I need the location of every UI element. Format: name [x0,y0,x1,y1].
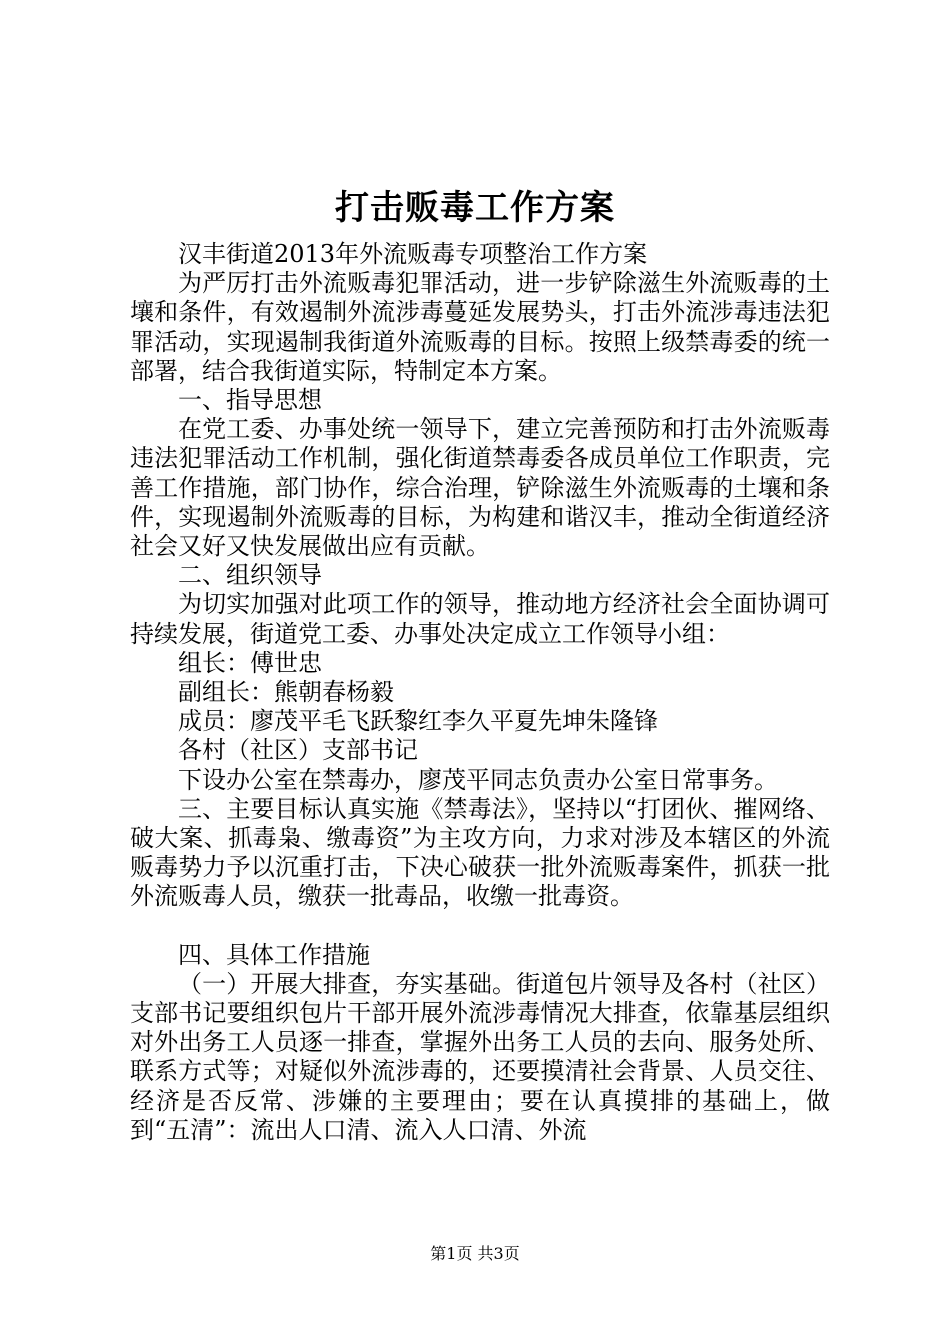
branch-secretaries-line: 各村（社区）支部书记 [178,736,418,765]
group-leader-line: 组长：傅世忠 [178,648,322,677]
office-line: 下设办公室在禁毒办，廖茂平同志负责办公室日常事务。 [178,765,778,794]
guiding-ideology-paragraph: 在党工委、办事处统一领导下，建立完善预防和打击外流贩毒违法犯罪活动工作机制，强化街道禁毒委各成员单位工作职责，完善工作措施，部门协作，综合治理，铲除滋生外流贩毒的土壤和条件，实现遏制外流贩毒的目标，为构建和谐汉丰，推动全街道经济社会又好又快发展做出应有贡献。 [130,415,830,561]
main-goals-paragraph: 三、主要目标认真实施《禁毒法》，坚持以“打团伙、摧网络、破大案、抓毒枭、缴毒资”为主攻方向，力求对涉及本辖区的外流贩毒势力予以沉重打击，下决心破获一批外流贩毒案件，抓获一批外流贩毒人员，缴获一批毒品，收缴一批毒资。 [130,794,830,911]
doc-subtitle: 汉丰街道2013年外流贩毒专项整治工作方案 [178,240,648,268]
section-heading-guiding-ideology: 一、指导思想 [178,386,322,415]
document-body [130,240,830,1145]
paragraph-spacer [130,912,830,941]
organization-paragraph: 为切实加强对此项工作的领导，推动地方经济社会全面协调可持续发展，街道党工委、办事处决定成立工作领导小组： [130,590,830,648]
section-heading-measures: 四、具体工作措施 [178,940,370,969]
deputy-leader-line: 副组长：熊朝春杨毅 [178,678,394,707]
section-heading-organization: 二、组织领导 [178,561,322,590]
measures-paragraph-1: （一）开展大排查，夯实基础。街道包片领导及各村（社区）支部书记要组织包片干部开展外流涉毒情况大排查，依靠基层组织对外出务工人员逐一排查，掌握外出务工人员的去向、服务处所、联系方式等；对疑似外流涉毒的，还要摸清社会背景、人员交往、经济是否反常、涉嫌的主要理由；要在认真摸排的基础上，做到“五清”：流出人口清、流入人口清、外流 [130,969,830,1144]
intro-paragraph: 为严厉打击外流贩毒犯罪活动，进一步铲除滋生外流贩毒的土壤和条件，有效遏制外流涉毒蔓延发展势头，打击外流涉毒违法犯罪活动，实现遏制我街道外流贩毒的目标。按照上级禁毒委的统一部署，结合我街道实际，特制定本方案。 [130,269,830,385]
page-number-footer: 第1页 共3页 [430,1244,520,1263]
document-title: 打击贩毒工作方案 [335,188,615,228]
members-line: 成员：廖茂平毛飞跃黎红李久平夏先坤朱隆锋 [178,707,658,736]
